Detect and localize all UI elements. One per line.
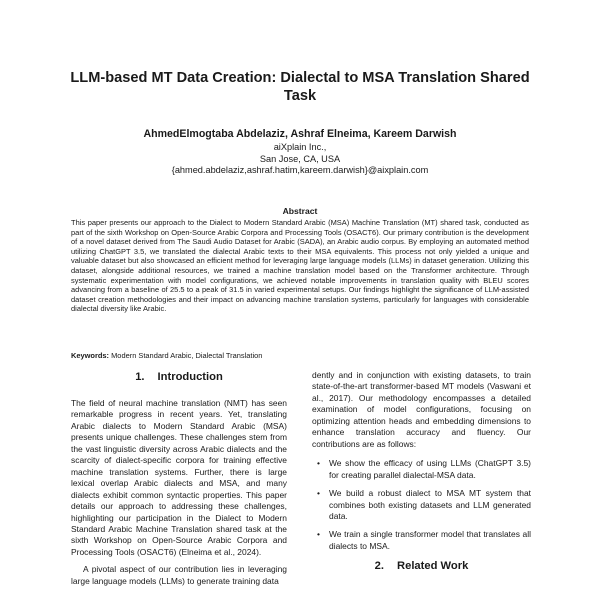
section-heading-related-work bbox=[312, 559, 531, 573]
keywords-label: Keywords: bbox=[71, 351, 110, 360]
section-number: 2. bbox=[374, 560, 385, 573]
right-column bbox=[312, 370, 531, 573]
bullet-icon: • bbox=[317, 488, 320, 499]
abstract-text: This paper presents our approach to the Dialect to Modern Standard Arabic (MSA) Machine Translation (MT) shared task, conducted as part of the sixth Workshop on Open-Source Arabic Corpora and Processing Tools (OSACT6). Our primary contribution is the development of a novel dataset derived from The Saudi Audio Dataset for Arabic (SADA), an Arabic audio corpus. By employing an automated method utilizing ChatGPT 3.5, we translated the dialectal Arabic texts to their MSA equivalents. This process not only yielded a unique and valuable dataset but also showcased an efficient method for leveraging large language models (LLMs) in dataset generation. Utilizing this dataset, alongside additional resources, we trained a machine translation model based on the Transformer architecture. Through systematic experimentation with model configurations, we achieved notable improvements in translation quality with BLEU scores advancing from a baseline of 25.5 to a peak of 31.5 in varied experimental setups. Our findings highlight the significance of LLM-assisted dataset creation methodologies and their impact on advancing machine translation systems, particularly for languages with considerable dialectal diversity like Arabic. bbox=[71, 218, 529, 314]
abstract-heading: Abstract bbox=[282, 206, 318, 216]
section-title: Related Work bbox=[397, 560, 469, 573]
intro-paragraph-1: The field of neural machine translation (NMT) has seen remarkable progress in recent years. Yet, translating Arabic dialects to Modern Standard Arabic (MSA) presents unique challenges. These challenges stem from the vast linguistic diversity across Arabic dialects and the scarcity of dialect-specific corpora for training effective machine translation systems. Further, there is large lexical overlap Arabic dialects and MSA, and many dialects exhibit common syntactic properties. This paper details our approach to addressing these challenges, highlighting our participation in the Dialect to Modern Standard Arabic Machine Translation shared task at the sixth Workshop on Open-Source Arabic Corpora and Processing Tools (OSACT6) (Elneima et al., 2024). bbox=[71, 398, 287, 557]
keywords-values: Modern Standard Arabic, Dialectal Translation bbox=[111, 351, 263, 360]
affiliation-location: San Jose, CA, USA bbox=[259, 153, 341, 164]
bullet-icon: • bbox=[317, 529, 320, 540]
author-affiliation bbox=[60, 142, 540, 177]
paper-title: LLM-based MT Data Creation: Dialectal to MSA Translation Shared Task bbox=[70, 70, 530, 104]
paper-authors: AhmedElmogtaba Abdelaziz, Ashraf Elneima, Kareem Darwish bbox=[143, 128, 457, 140]
section-number: 1. bbox=[135, 371, 145, 383]
keywords-line bbox=[71, 351, 529, 361]
bullet-icon: • bbox=[317, 458, 320, 469]
left-column bbox=[71, 368, 287, 587]
affiliation-emails: {ahmed.abdelaziz,ashraf.hatim,kareem.darwish}@aixplain.com bbox=[171, 165, 429, 176]
section-heading-introduction bbox=[71, 370, 287, 384]
list-item: • We build a robust dialect to MSA MT system that combines both existing datasets and LLM generated data. bbox=[317, 488, 531, 521]
intro-paragraph-continued: dently and in conjunction with existing datasets, to train state-of-the-art transformer-based MT models (Vaswani et al., 2017). Our methodology encompasses a detailed examination of model configurations, focusing on optimizing attention heads and embedding dimensions to enhance translation accuracy and fluency. Our contributions are as follows: bbox=[312, 370, 531, 449]
affiliation-organization: aiXplain Inc., bbox=[273, 142, 327, 152]
list-item: • We train a single transformer model that translates all dialects to MSA. bbox=[317, 529, 531, 551]
section-title: Introduction bbox=[157, 371, 223, 383]
intro-paragraph-2: A pivotal aspect of our contribution lies in leveraging large language models (LLMs) to generate training data bbox=[71, 564, 287, 586]
contributions-list bbox=[312, 458, 531, 552]
list-item: • We show the efficacy of using LLMs (ChatGPT 3.5) for creating parallel dialectal-MSA data. bbox=[317, 458, 531, 480]
